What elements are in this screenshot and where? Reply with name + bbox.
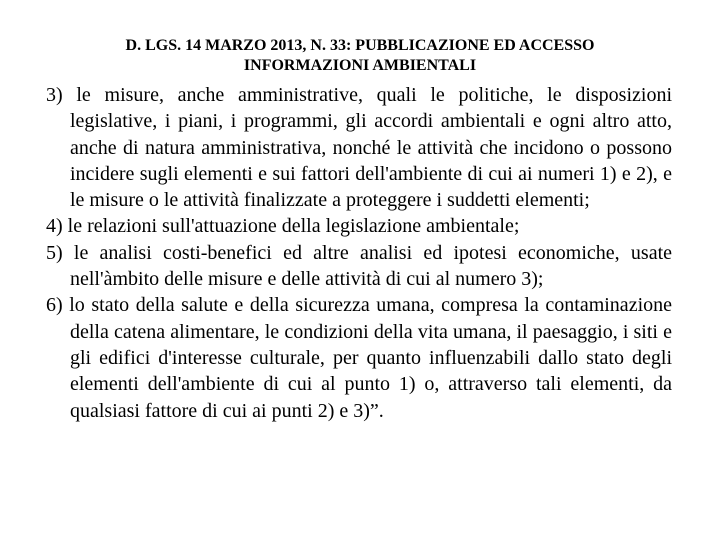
list-item-3: 3) le misure, anche amministrative, quali le politiche, le disposizioni legislative, i piani, i programmi, gli accordi ambientali e ogni altro atto, anche di natura amministrativa, nonché le attività che incidono o possono incidere sugli elementi e sui fattori dell'ambiente di cui ai numeri 1) e 2), e le misure o le attività finalizzate a proteggere i suddetti elementi; [46,84,672,212]
slide-title [60,36,660,76]
list-item-6: 6) lo stato della salute e della sicurezza umana, compresa la contaminazione della catena alimentare, le condizioni della vita umana, il paesaggio, i siti e gli edifici d'interesse culturale, per quanto influenzabili dallo stato degli elementi dell'ambiente di cui al punto 1) o, attraverso tali elementi, da qualsiasi fattore di cui ai punti 2) e 3)”. [46,294,672,422]
slide-title-line-2: INFORMAZIONI AMBIENTALI [243,57,477,74]
list-item-5: 5) le analisi costi-benefici ed altre analisi ed ipotesi economiche, usate nell'àmbito delle misure e delle attività di cui al numero 3); [46,241,672,291]
provisions-list [46,82,672,424]
slide-title-line-1: D. LGS. 14 MARZO 2013, N. 33: PUBBLICAZIONE ED ACCESSO [125,37,595,54]
list-item-4: 4) le relazioni sull'attuazione della legislazione ambientale; [46,215,520,238]
